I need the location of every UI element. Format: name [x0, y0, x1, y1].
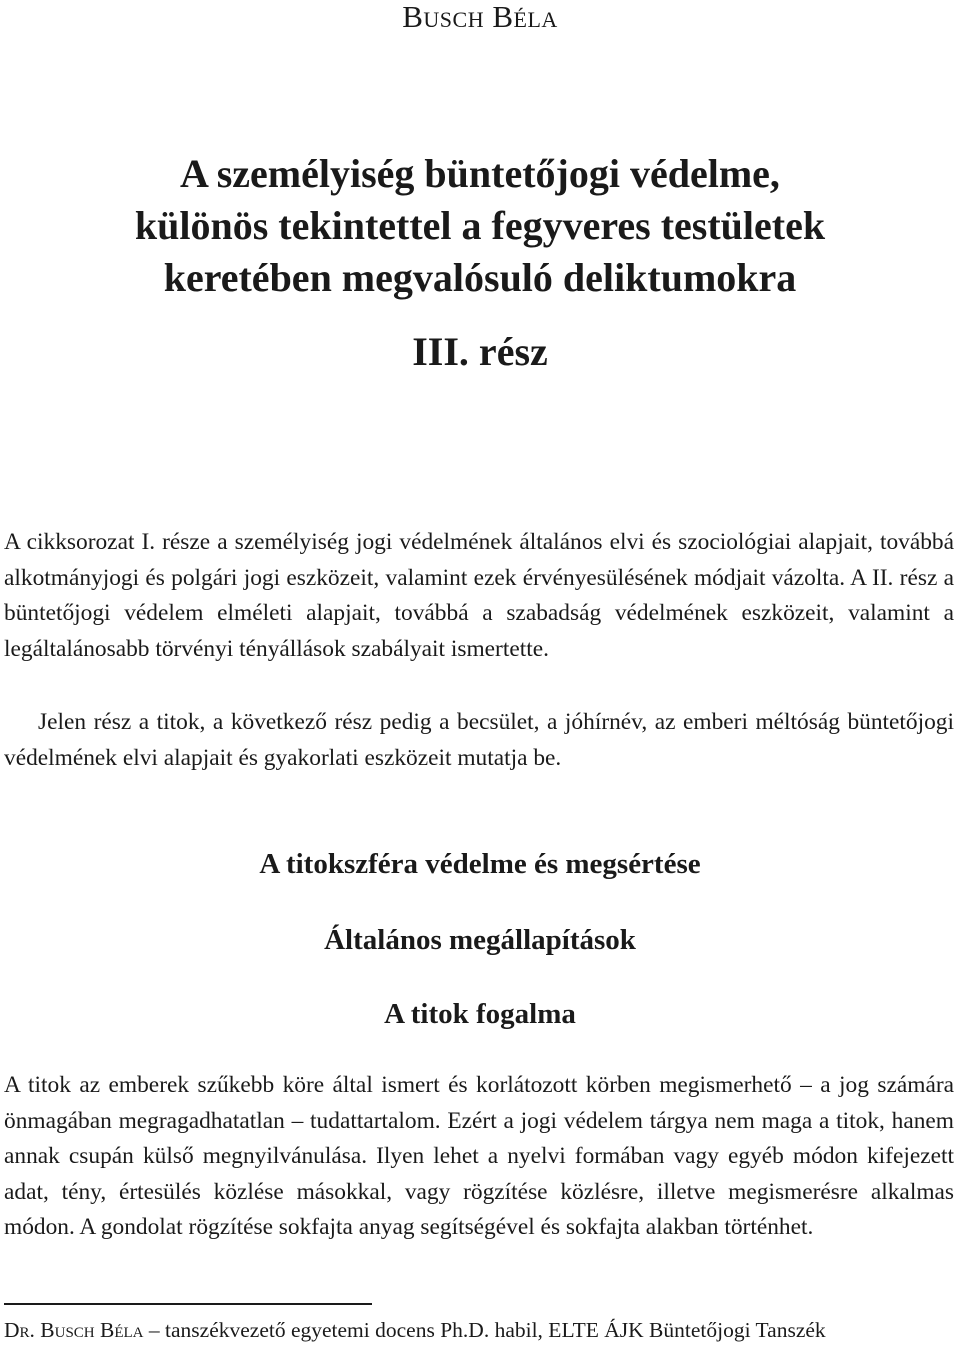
footnote-author-name: Dr. Busch Béla — [4, 1318, 144, 1342]
author-name: Busch Béla — [402, 0, 558, 34]
author-footnote — [4, 1315, 954, 1345]
footnote-divider — [4, 1303, 372, 1305]
article-title — [60, 148, 900, 304]
title-line-2: különös tekintettel a fegyveres testületek — [134, 203, 826, 248]
definition-paragraph: A titok az emberek szűkebb köre által ismert és korlátozott körben megismerhető – a jog számára önmagában megragadhatatlan – tudattartalom. Ezért a jogi védelem tárgya nem maga a titok, hanem annak csupán külső megnyilvánulása. Ilyen lehet a nyelvi formában vagy egyéb módon kifejezett adat, tény, értesülés közlése másokkal, vagy rögzítése közlésre, illetve megismerésre alkalmas módon. A gondolat rögzítése sokfajta anyag segítségével és sokfajta alakban történhet. — [4, 1072, 954, 1241]
title-line-1: A személyiség büntetőjogi védelme, — [180, 151, 780, 196]
intro-paragraph-2: Jelen rész a titok, a következő rész pedig a becsület, a jóhírnév, az emberi méltóság büntetőjogi védelmének elvi alapjait és gyakorlati eszközeit mutatja be. — [4, 709, 954, 771]
subsection-heading: Általános megállapítások — [324, 924, 636, 956]
subsubsection-heading: A titok fogalma — [384, 998, 576, 1030]
title-line-3: keretében megvalósuló deliktumokra — [163, 255, 797, 300]
part-number: III. rész — [412, 329, 548, 374]
section-heading: A titokszféra védelme és megsértése — [259, 848, 701, 880]
footnote-affiliation: – tanszékvezető egyetemi docens Ph.D. habil, ELTE ÁJK Büntetőjogi Tanszék — [143, 1318, 826, 1342]
intro-paragraph-1: A cikksorozat I. része a személyiség jogi védelmének általános elvi és szociológiai alapjait, továbbá alkotmányjogi és polgári jogi eszközeit, valamint ezek érvényesülésének módjait vázolta. A II. rész a büntetőjogi védelem elméleti alapjait, továbbá a szabadság védelmének eszközeit, valamint a legáltalánosabb törvényi tényállások szabályait ismertette. — [4, 529, 954, 662]
